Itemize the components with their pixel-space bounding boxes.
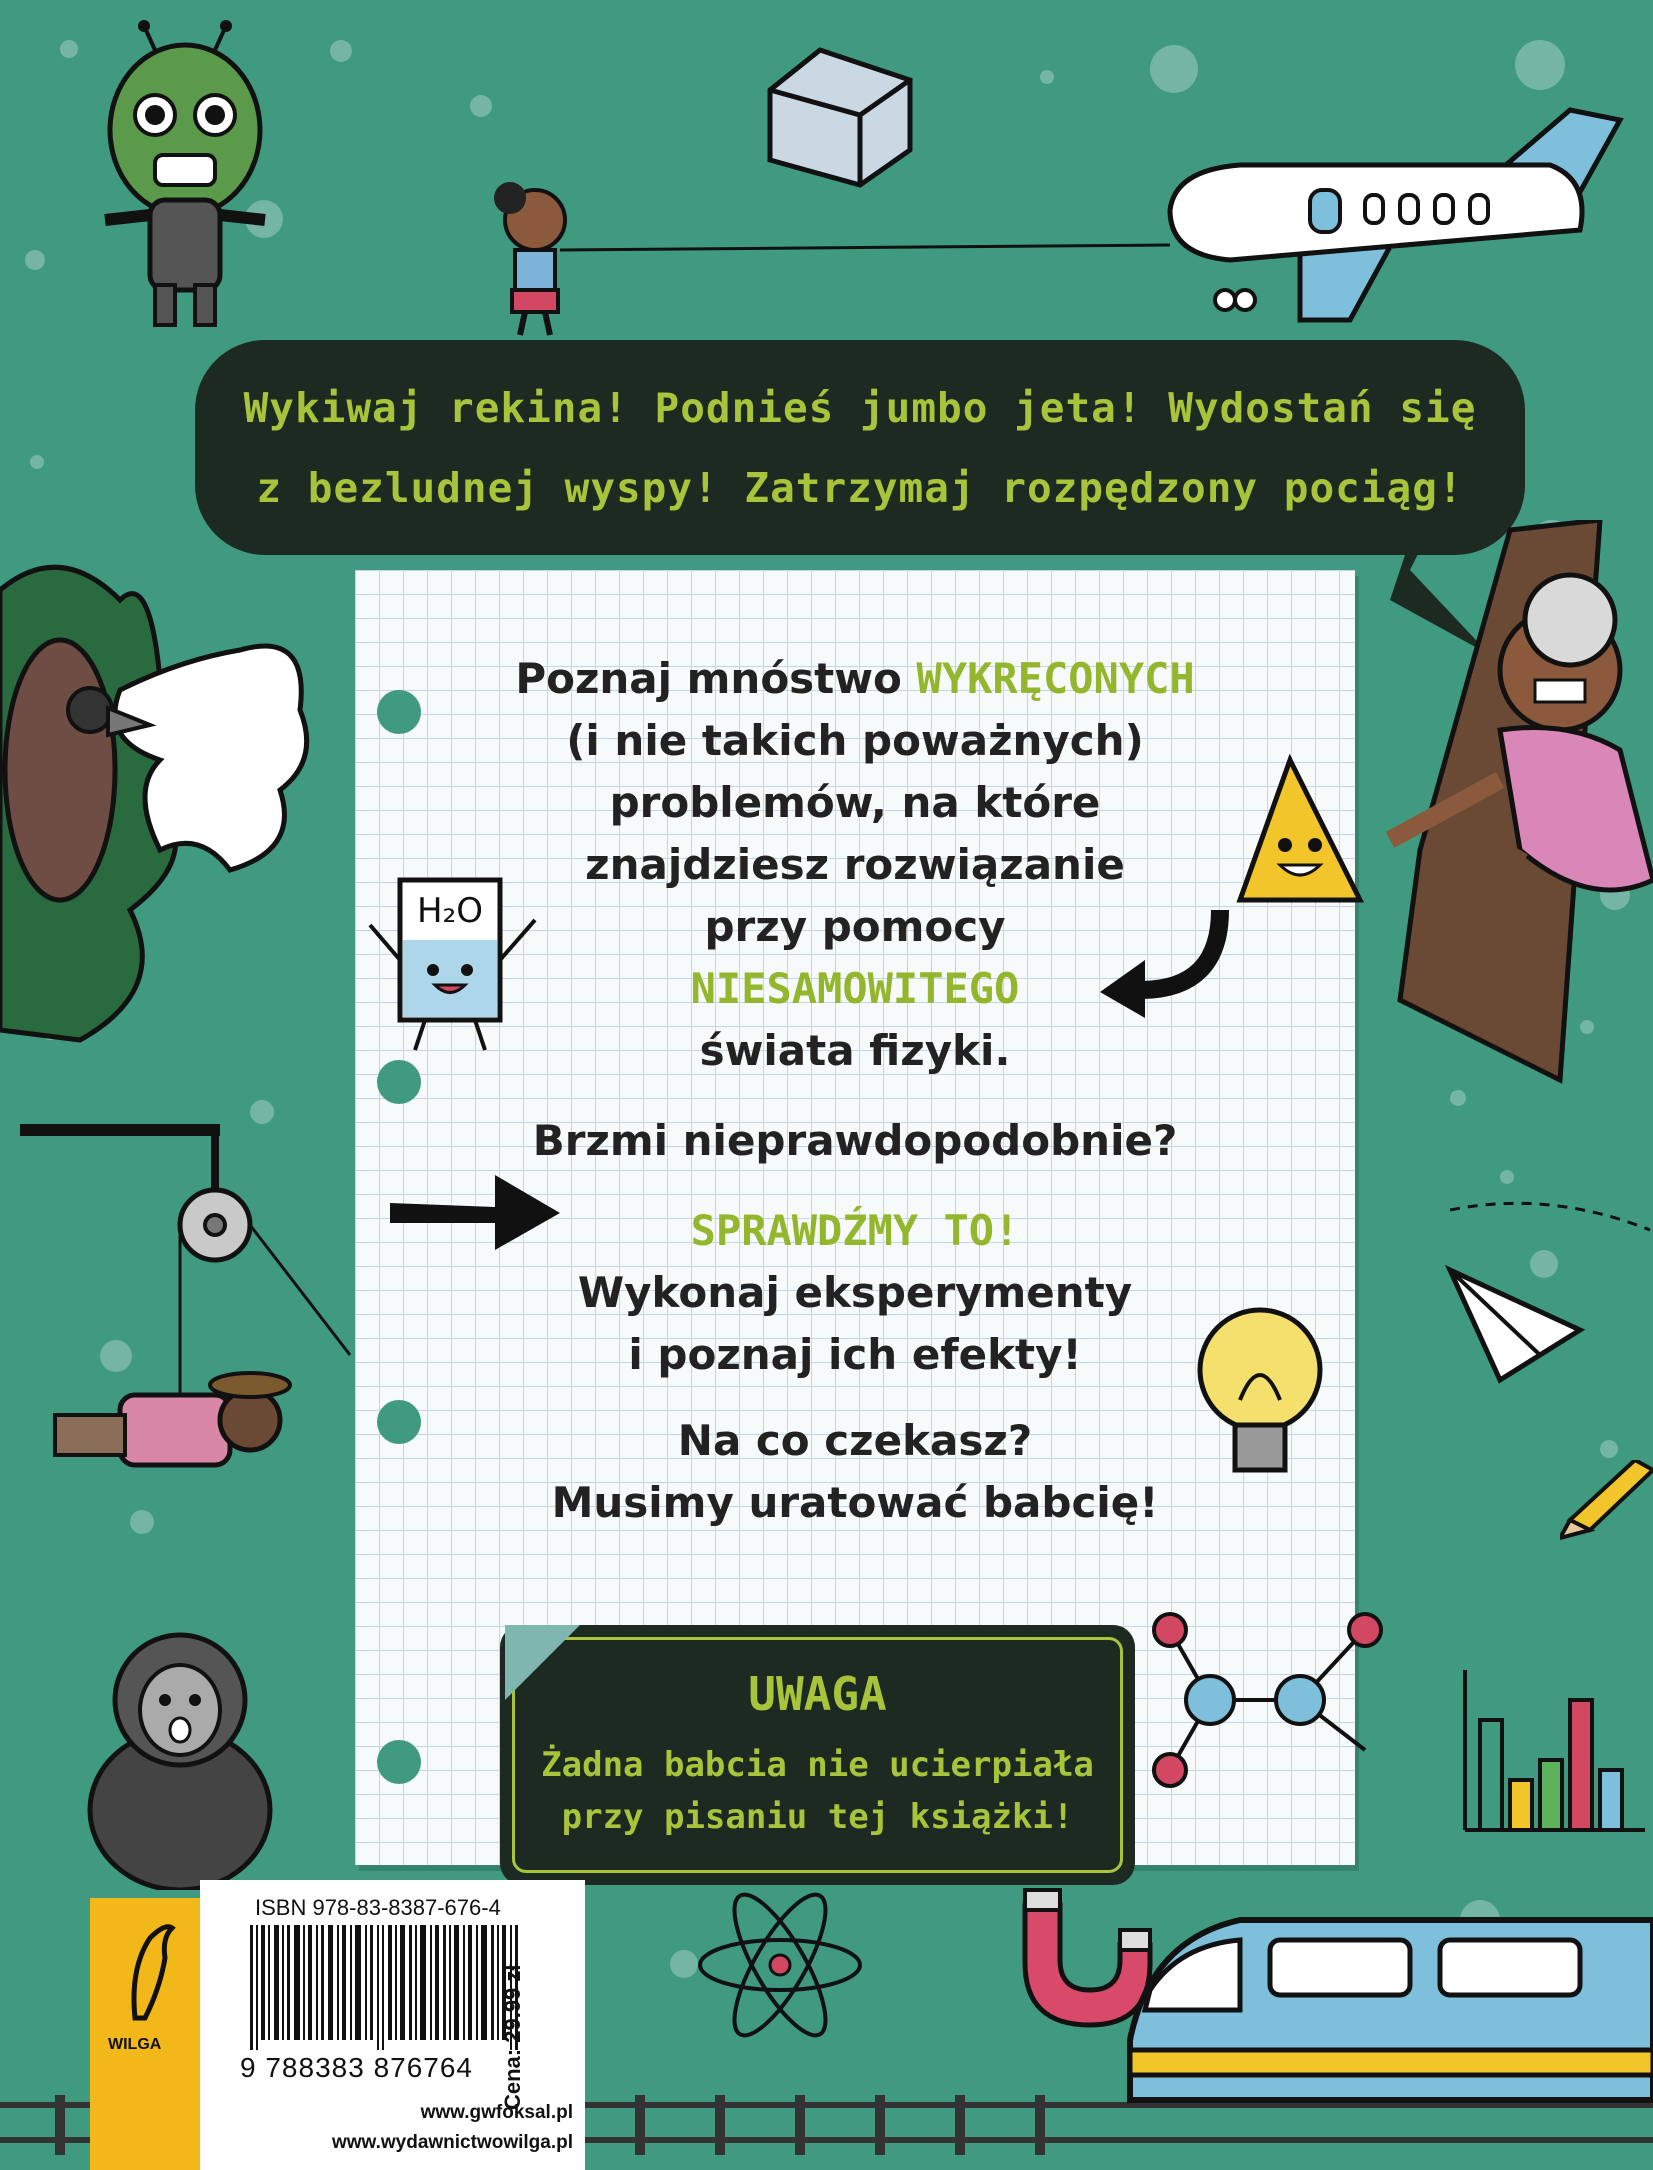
airplane-illustration	[1150, 60, 1630, 340]
intro-line-4: znajdziesz rozwiązanie	[585, 840, 1125, 889]
lightbulb-icon	[1180, 1280, 1360, 1510]
closing-line-1: Na co czekasz?	[677, 1416, 1033, 1465]
notice-box	[500, 1625, 1135, 1885]
intro-line-2: (i nie takich poważnych)	[566, 716, 1144, 765]
intro-text: Poznaj mnóstwo	[515, 654, 917, 703]
barcode-number: 9 788383 876764	[240, 2052, 473, 2083]
website-link-1[interactable]: www.gwfoksal.pl	[420, 2102, 573, 2123]
gorilla-illustration	[75, 1620, 285, 1890]
check-line-2: i poznaj ich efekty!	[628, 1330, 1082, 1379]
train-illustration	[1100, 1900, 1653, 2130]
check-title: SPRAWDŹMY TO!	[690, 1206, 1020, 1255]
notice-line-1: Żadna babcia nie ucierpiała	[541, 1745, 1094, 1785]
isbn-text: ISBN 978-83-8387-676-4	[255, 1895, 501, 1920]
girl-pulling-rope	[450, 170, 1170, 340]
barcode-panel	[200, 1880, 585, 2170]
website-link-2[interactable]: www.wydawnictwowilga.pl	[331, 2132, 573, 2153]
speech-line-2: z bezludnej wyspy! Zatrzymaj rozpędzony pociąg!	[256, 463, 1464, 512]
water-label: H₂O	[417, 891, 483, 931]
water-glass-character	[355, 860, 555, 1060]
atom-icon	[690, 1890, 870, 2040]
arrow-right-icon	[385, 1165, 565, 1255]
closing-line-2: Musimy uratować babcię!	[551, 1478, 1159, 1527]
highlight-niesamowitego: NIESAMOWITEGO	[690, 964, 1020, 1013]
publisher-name: WILGA	[108, 2036, 162, 2053]
cube-icon	[760, 40, 920, 190]
speech-line-1: Wykiwaj rekina! Podnieś jumbo jeta! Wydostań się	[243, 383, 1477, 432]
price-label: Cena: 29.99 zł	[500, 1964, 525, 2110]
alien-character	[70, 20, 300, 330]
island-bird-illustration	[0, 530, 330, 1050]
pencil-icon	[1560, 1460, 1653, 1540]
binder-hole	[377, 1740, 421, 1784]
publisher-logo	[90, 1898, 200, 2170]
question-text: Brzmi nieprawdopodobnie?	[532, 1116, 1178, 1165]
highlight-wykreconych: WYKRĘCONYCH	[916, 654, 1195, 703]
bird-logo-icon	[90, 1898, 200, 2038]
barcode-icon	[250, 1925, 530, 2050]
notice-line-2: przy pisaniu tej książki!	[561, 1797, 1074, 1837]
intro-line-5: przy pomocy	[704, 902, 1006, 951]
curved-arrow-icon	[1090, 900, 1230, 1020]
bar-chart-doodle-icon	[1450, 1660, 1650, 1840]
molecule-icon	[1140, 1600, 1390, 1800]
pulley-man-illustration	[20, 1115, 360, 1545]
paper-plane-icon	[1430, 1190, 1653, 1390]
intro-line-7: świata fizyki.	[699, 1026, 1011, 1075]
intro-line-1	[355, 648, 1355, 710]
intro-line-3: problemów, na które	[609, 778, 1101, 827]
check-line-1: Wykonaj eksperymenty	[577, 1268, 1133, 1317]
notice-corner-fold	[505, 1625, 585, 1705]
triangle-character	[1230, 750, 1380, 920]
notice-title: UWAGA	[748, 1667, 887, 1721]
